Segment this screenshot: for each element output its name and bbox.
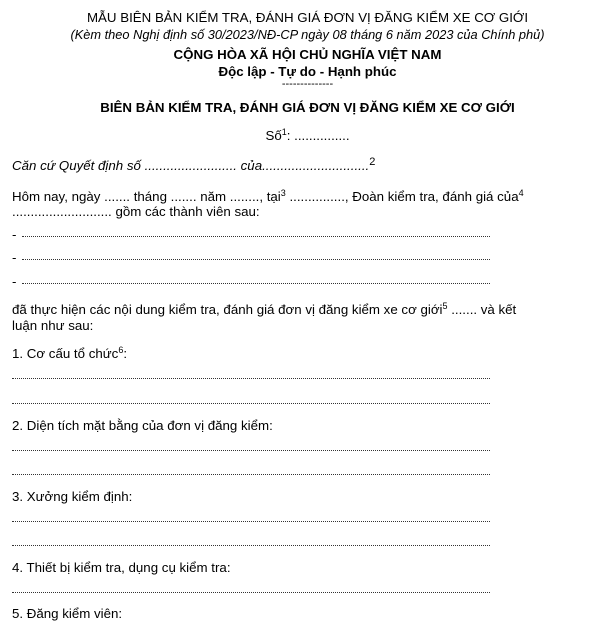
footnote-1: 1 [281, 127, 287, 137]
number-field: : ............... [286, 128, 350, 143]
section-3-line-2 [12, 545, 490, 546]
member-line-1 [22, 236, 490, 237]
section-4-line-1 [12, 592, 490, 593]
performed-part1: đã thực hiện các nội dung kiểm tra, đánh giá đơn vị đăng kiểm xe cơ giới [12, 302, 443, 317]
motto: Độc lập - Tự do - Hạnh phúc [218, 64, 397, 79]
section-2-line-2 [12, 474, 490, 475]
document-number [0, 128, 615, 143]
section-1-line-1 [12, 378, 490, 379]
section-1-colon: : [123, 346, 128, 361]
section-2-heading: 2. Diện tích mặt bằng của đơn vị đăng kiểm: [12, 418, 273, 433]
form-note: (Kèm theo Nghị định số 30/2023/NĐ-CP ngày 08 tháng 6 năm 2023 của Chính phủ) [70, 27, 545, 42]
today-part2: ..............., Đoàn kiểm tra, đánh giá của [285, 189, 519, 204]
footnote-2: 2 [369, 156, 376, 168]
today-part1: Hôm nay, ngày ....... tháng ....... năm ........, tại [12, 189, 281, 204]
section-2-line-1 [12, 450, 490, 451]
section-1-heading [12, 346, 127, 361]
footnote-5: 5 [442, 301, 448, 311]
section-1-line-2 [12, 403, 490, 404]
form-title: MẪU BIÊN BẢN KIỂM TRA, ĐÁNH GIÁ ĐƠN VỊ ĐĂNG KIỂM XE CƠ GIỚI [86, 10, 529, 25]
member-dash-1: - [12, 227, 17, 242]
number-label: Số [265, 128, 282, 143]
member-dash-3: - [12, 274, 17, 289]
section-1-label: 1. Cơ cấu tổ chức [12, 346, 119, 361]
today-line-2: ........................... gồm các thành viên sau: [12, 204, 260, 219]
nation-heading: CỘNG HÒA XÃ HỘI CHỦ NGHĨA VIỆT NAM [173, 47, 442, 62]
performed-line [12, 302, 516, 317]
motto-divider: -------------- [281, 78, 334, 90]
basis-line [12, 158, 375, 173]
section-3-line-1 [12, 521, 490, 522]
member-line-2 [22, 259, 490, 260]
section-3-heading: 3. Xưởng kiểm định: [12, 489, 133, 504]
today-line [12, 189, 524, 204]
basis-text: Căn cứ Quyết định số ......................... của............................. [12, 158, 370, 173]
footnote-6: 6 [118, 345, 124, 355]
footnote-4: 4 [518, 188, 524, 198]
member-dash-2: - [12, 250, 17, 265]
performed-part2: ....... và kết [447, 302, 517, 317]
document-title: BIÊN BẢN KIỂM TRA, ĐÁNH GIÁ ĐƠN VỊ ĐĂNG KIỂM XE CƠ GIỚI [100, 100, 515, 115]
performed-line-2: luận như sau: [12, 318, 94, 333]
member-line-3 [22, 283, 490, 284]
section-5-heading: 5. Đăng kiểm viên: [12, 606, 123, 621]
section-4-heading: 4. Thiết bị kiểm tra, dụng cụ kiểm tra: [12, 560, 231, 575]
footnote-3: 3 [280, 188, 286, 198]
